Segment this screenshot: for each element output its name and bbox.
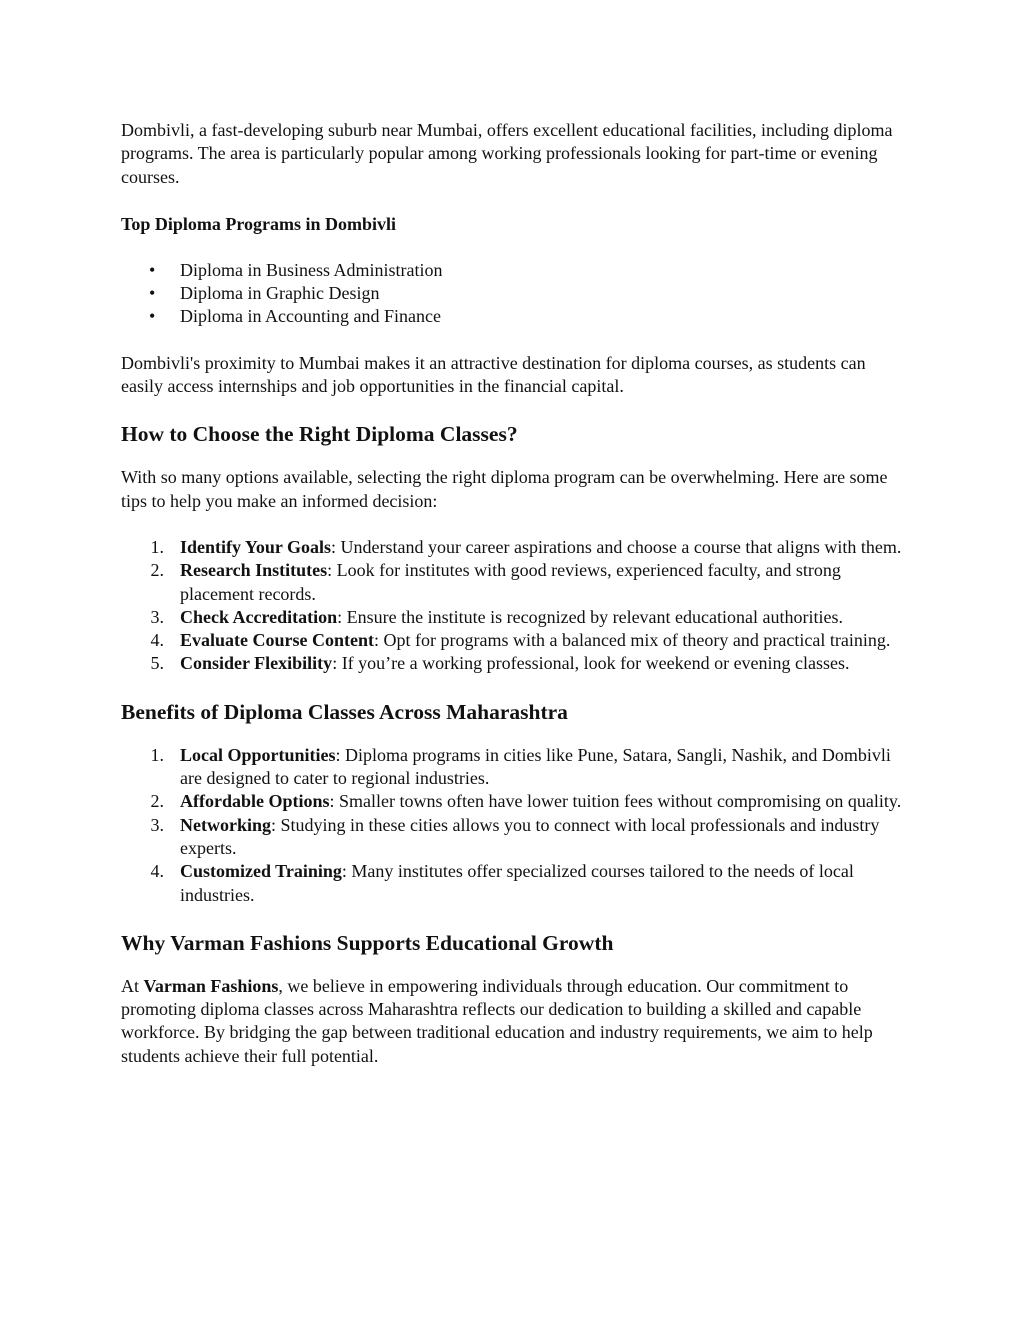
list-item: 2. Research Institutes: Look for institutes with good reviews, experienced faculty, and strong placement records.	[150, 560, 841, 604]
bullet-icon: •	[149, 283, 156, 304]
benefits-list	[121, 744, 911, 907]
document-page	[121, 119, 911, 1068]
bullet-icon: •	[149, 259, 156, 280]
proximity-paragraph: Dombivli's proximity to Mumbai makes it an attractive destination for diploma courses, as students can easily access internships and job opportunities in the financial capital.	[121, 352, 866, 397]
choose-tips-list	[121, 536, 911, 676]
list-item: 4. Evaluate Course Content: Opt for programs with a balanced mix of theory and practical training.	[150, 630, 891, 651]
list-item: 5. Consider Flexibility: If you’re a working professional, look for weekend or evening classes.	[150, 653, 850, 674]
choose-intro-paragraph: With so many options available, selecting the right diploma program can be overwhelming. Here are some tips to help you make an informed decision:	[121, 467, 888, 511]
bullet-icon: •	[149, 306, 156, 327]
list-item: 3. Check Accreditation: Ensure the institute is recognized by relevant educational authorities.	[150, 606, 843, 627]
list-item: 1. Identify Your Goals: Understand your career aspirations and choose a course that aligns with them.	[150, 536, 902, 557]
list-item: 3. Networking: Studying in these cities allows you to connect with local professionals and industry experts.	[150, 814, 880, 858]
list-item: 1. Local Opportunities: Diploma programs in cities like Pune, Satara, Sangli, Nashik, and Dombivli are designed to cater to regional industries.	[150, 744, 891, 789]
brand-name: Varman Fashions	[143, 975, 279, 996]
top-programs-list	[121, 259, 911, 329]
list-item: 4. Customized Training: Many institutes offer specialized courses tailored to the needs of local industries.	[150, 861, 854, 905]
list-item: • Diploma in Business Administration	[121, 259, 911, 282]
top-programs-heading: Top Diploma Programs in Dombivli	[121, 213, 397, 234]
intro-paragraph: Dombivli, a fast-developing suburb near Mumbai, offers excellent educational facilities, including diploma programs. The area is particularly popular among working professionals looking for part-time or evening courses.	[121, 120, 893, 187]
varman-heading: Why Varman Fashions Supports Educational Growth	[121, 930, 614, 955]
list-item: • Diploma in Accounting and Finance	[121, 305, 911, 328]
varman-paragraph: At Varman Fashions, we believe in empowering individuals through education. Our commitment to promoting diploma classes across Maharashtra reflects our dedication to building a skilled and capable workforce. By bridging the gap between traditional education and industry requirements, we aim to help students achieve their full potential.	[121, 975, 873, 1066]
list-item: 2. Affordable Options: Smaller towns often have lower tuition fees without compromising on quality.	[150, 791, 902, 812]
benefits-heading: Benefits of Diploma Classes Across Maharashtra	[121, 699, 568, 724]
choose-heading: How to Choose the Right Diploma Classes?	[121, 422, 518, 447]
list-item: • Diploma in Graphic Design	[121, 282, 911, 305]
